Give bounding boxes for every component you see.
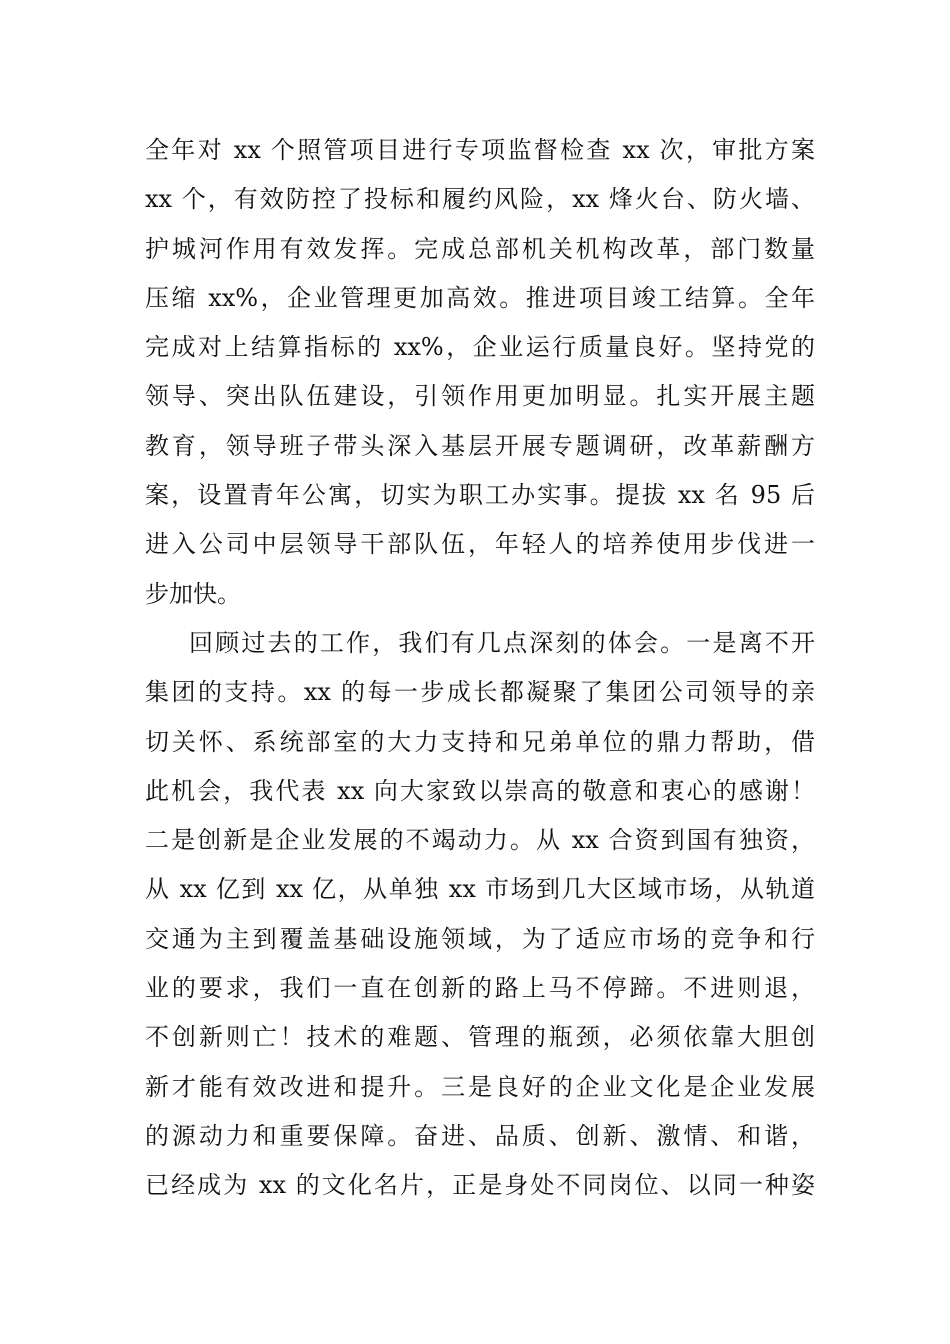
paragraph-1-line: 步加快。	[145, 579, 241, 608]
paragraph-1-line: 进入公司中层领导干部队伍，年轻人的培养使用步伐进一	[145, 530, 815, 559]
paragraph-2-line: 回顾过去的工作，我们有几点深刻的体会。一是离不开	[189, 628, 815, 657]
paragraph-2-line: 不创新则亡！技术的难题、管理的瓶颈，必须依靠大胆创	[145, 1023, 815, 1052]
paragraph-2-line: 已经成为 xx 的文化名片，正是身处不同岗位、以同一种姿	[145, 1171, 815, 1200]
paragraph-1	[145, 126, 815, 619]
paragraph-2-line: 的源动力和重要保障。奋进、品质、创新、激情、和谐，	[145, 1121, 815, 1150]
paragraph-2-line: 二是创新是企业发展的不竭动力。从 xx 合资到国有独资，	[145, 826, 815, 855]
paragraph-1-line: 完成对上结算指标的 xx%，企业运行质量良好。坚持党的	[145, 333, 815, 362]
paragraph-1-line: xx 个，有效防控了投标和履约风险，xx 烽火台、防火墙、	[145, 185, 815, 214]
paragraph-2-line: 集团的支持。xx 的每一步成长都凝聚了集团公司领导的亲	[145, 678, 815, 707]
paragraph-1-line: 案，设置青年公寓，切实为职工办实事。提拔 xx 名 95 后	[145, 481, 815, 510]
paragraph-2-line: 交通为主到覆盖基础设施领域，为了适应市场的竞争和行	[145, 924, 815, 953]
paragraph-1-line: 护城河作用有效发挥。完成总部机关机构改革，部门数量	[145, 234, 815, 263]
paragraph-2-line: 此机会，我代表 xx 向大家致以崇高的敬意和衷心的感谢！	[145, 776, 815, 805]
paragraph-1-line: 全年对 xx 个照管项目进行专项监督检查 xx 次，审批方案	[145, 136, 815, 164]
paragraph-1-line: 压缩 xx%，企业管理更加高效。推进项目竣工结算。全年	[145, 283, 815, 312]
document-body	[145, 126, 815, 1211]
paragraph-1-line: 教育，领导班子带头深入基层开展专题调研，改革薪酬方	[145, 431, 815, 460]
paragraph-2-line: 新才能有效改进和提升。三是良好的企业文化是企业发展	[145, 1072, 815, 1101]
paragraph-2-line: 从 xx 亿到 xx 亿，从单独 xx 市场到几大区域市场，从轨道	[145, 875, 815, 904]
paragraph-2-line: 业的要求，我们一直在创新的路上马不停蹄。不进则退，	[145, 974, 815, 1003]
paragraph-2-line: 切关怀、系统部室的大力支持和兄弟单位的鼎力帮助，借	[145, 727, 815, 756]
paragraph-2	[145, 619, 815, 1211]
paragraph-1-line: 领导、突出队伍建设，引领作用更加明显。扎实开展主题	[145, 382, 815, 411]
